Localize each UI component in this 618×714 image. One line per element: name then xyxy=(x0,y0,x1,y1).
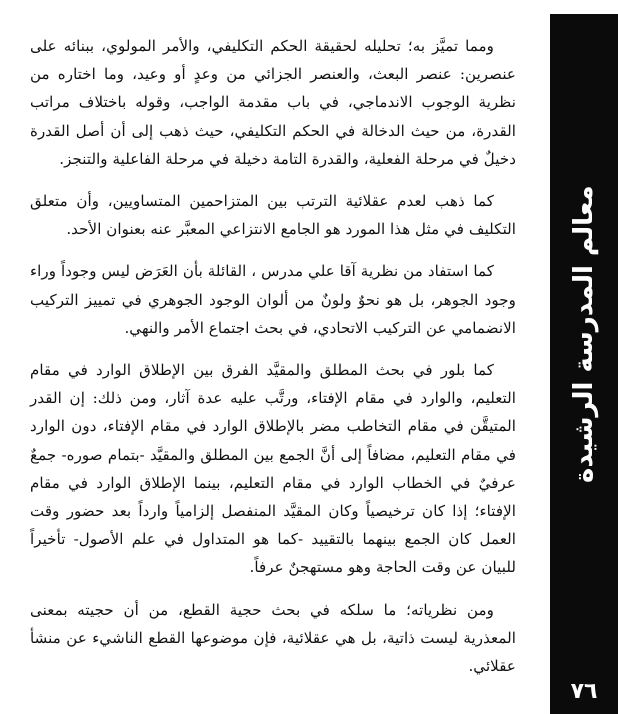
book-title: معالم المدرسة الرشيدة xyxy=(569,185,599,483)
side-title-bar xyxy=(550,14,618,714)
paragraph-3: كما استفاد من نظرية آقا علي مدرس ، القائلة بأن العَرَض ليس وجوداً وراء وجود الجوهر، بل هو نحوٌ ولونٌ من ألوان الوجود الجوهري في تمييز التركيب الانضمامي عن التركيب الاتحادي، في بحث اجتماع الأمر والنهي. xyxy=(30,262,516,337)
paragraph-1: ومما تميَّز به؛ تحليله لحقيقة الحكم التكليفي، والأمر المولوي، ببنائه على عنصرين: عنصر البعث، والعنصر الجزائي من وعدٍ أو وعيد، وما اختاره من نظرية الوجوب الاندماجي، في باب مقدمة الواجب، وقوله باختلاف مراتب القدرة، من حيث الدخالة في الحكم التكليفي، حيث ذهب إلى أن أصل القدرة دخيلٌ في مرحلة الفعلية، والقدرة التامة دخيلة في مرحلة الفاعلية والتنجز. xyxy=(30,37,516,168)
paragraph-4: كما بلور في بحث المطلق والمقيَّد الفرق بين الإطلاق الوارد في مقام التعليم، والوارد في مقام الإفتاء، ورتَّب عليه عدة آثار، ومن ذلك: إن القدر المتيقَّن في مقام التخاطب مضر بالإطلاق الوارد في مقام الإفتاء، دون الوارد في مقام التعليم، مضافاً إلى أنَّ الجمع بين المطلق والمقيَّد -بتمام صوره- جمعٌ عرفيٌ في الخطاب الوارد في مقام التعليم، بينما الإطلاق الوارد في مقام الإفتاء؛ إذا كان ترخيصياً وكان المقيَّد المنفصل إلزامياً وارداً بعد حضور وقت العمل كان الجمع بينهما بالتقييد -كما هو المتداول في علم الأصول- تأخيراً للبيان عن وقت الحاجة وهو مستهجنٌ عرفاً. xyxy=(30,361,516,577)
page-number: ٧٦ xyxy=(570,679,598,704)
paragraph-2: كما ذهب لعدم عقلائية الترتب بين المتزاحمين المتساويين، وأن متعلق التكليف في مثل هذا المورد هو الجامع الانتزاعي المعبَّر عنه بعنوان الأحد. xyxy=(30,192,516,239)
paragraph-5: ومن نظرياته؛ ما سلكه في بحث حجية القطع، من أن حجيته بمعنى المعذرية ليست ذاتية، بل هي عقلائية، فإن موضوعها القطع الناشيء عن منشأ عقلائي. xyxy=(30,600,516,676)
page-body-text xyxy=(30,32,516,694)
